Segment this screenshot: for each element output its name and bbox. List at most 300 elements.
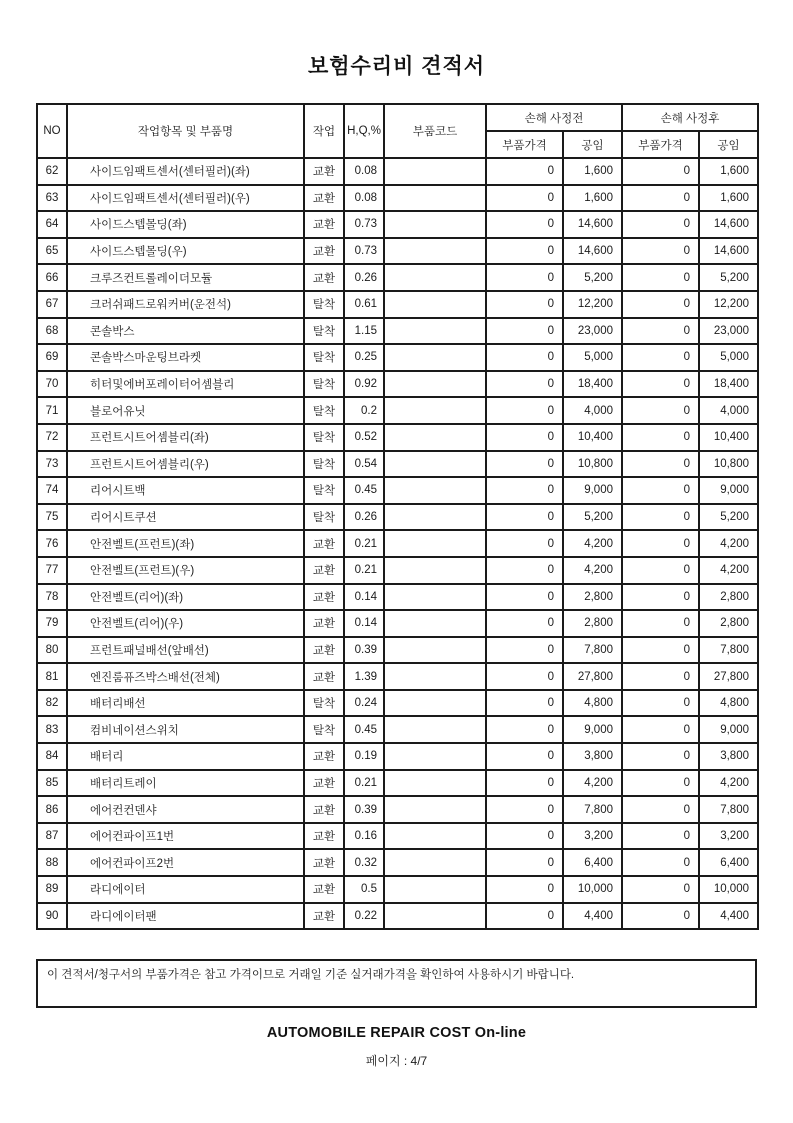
cell-before-part-price: 0 xyxy=(486,796,563,823)
cell-after-part-price: 0 xyxy=(622,557,699,584)
cell-part-code xyxy=(384,584,486,611)
cell-after-part-price: 0 xyxy=(622,211,699,238)
cell-hq-value: 0.21 xyxy=(344,530,384,557)
cell-work-type: 교환 xyxy=(304,557,344,584)
cell-part-code xyxy=(384,663,486,690)
header-part-code: 부품코드 xyxy=(384,104,486,158)
cell-part-code xyxy=(384,610,486,637)
cell-before-part-price: 0 xyxy=(486,397,563,424)
cell-no: 78 xyxy=(37,584,67,611)
cell-before-labor: 6,400 xyxy=(563,849,622,876)
cell-part-code xyxy=(384,530,486,557)
cell-part-code xyxy=(384,823,486,850)
cell-after-labor: 4,400 xyxy=(699,903,758,930)
cell-before-part-price: 0 xyxy=(486,344,563,371)
cell-part-code xyxy=(384,238,486,265)
cell-part-code xyxy=(384,504,486,531)
header-after-labor: 공임 xyxy=(699,131,758,158)
cell-work-type: 교환 xyxy=(304,530,344,557)
cell-after-part-price: 0 xyxy=(622,610,699,637)
cell-before-part-price: 0 xyxy=(486,663,563,690)
cell-work-type: 탈착 xyxy=(304,344,344,371)
cell-no: 87 xyxy=(37,823,67,850)
table-row xyxy=(37,637,758,664)
cell-after-labor: 14,600 xyxy=(699,211,758,238)
cell-before-part-price: 0 xyxy=(486,371,563,398)
cell-part-code xyxy=(384,291,486,318)
table-body xyxy=(37,158,758,929)
table-header xyxy=(37,104,758,158)
cell-hq-value: 0.2 xyxy=(344,397,384,424)
cell-work-type: 탈착 xyxy=(304,451,344,478)
cell-before-part-price: 0 xyxy=(486,584,563,611)
cell-part-code xyxy=(384,557,486,584)
cell-no: 66 xyxy=(37,264,67,291)
cell-before-labor: 4,800 xyxy=(563,690,622,717)
table-row xyxy=(37,796,758,823)
cell-work-type: 탈착 xyxy=(304,397,344,424)
table-row xyxy=(37,397,758,424)
cell-before-labor: 5,000 xyxy=(563,344,622,371)
cell-hq-value: 0.26 xyxy=(344,504,384,531)
cell-before-part-price: 0 xyxy=(486,185,563,212)
cell-after-labor: 10,000 xyxy=(699,876,758,903)
cell-after-labor: 9,000 xyxy=(699,477,758,504)
cell-after-labor: 1,600 xyxy=(699,185,758,212)
cell-after-labor: 4,200 xyxy=(699,557,758,584)
header-before-part-price: 부품가격 xyxy=(486,131,563,158)
cell-part-code xyxy=(384,876,486,903)
cell-before-labor: 5,200 xyxy=(563,504,622,531)
cell-no: 69 xyxy=(37,344,67,371)
cell-work-type: 교환 xyxy=(304,663,344,690)
cell-no: 75 xyxy=(37,504,67,531)
cell-after-labor: 5,200 xyxy=(699,264,758,291)
cell-part-name: 엔진룸퓨즈박스배선(전체) xyxy=(67,663,304,690)
cell-before-labor: 3,800 xyxy=(563,743,622,770)
cell-before-labor: 10,400 xyxy=(563,424,622,451)
cell-no: 80 xyxy=(37,637,67,664)
cell-after-part-price: 0 xyxy=(622,238,699,265)
cell-part-code xyxy=(384,344,486,371)
cell-no: 73 xyxy=(37,451,67,478)
cell-hq-value: 0.24 xyxy=(344,690,384,717)
cell-before-part-price: 0 xyxy=(486,238,563,265)
cell-hq-value: 0.08 xyxy=(344,185,384,212)
cell-before-labor: 14,600 xyxy=(563,238,622,265)
cell-before-part-price: 0 xyxy=(486,743,563,770)
cell-part-name: 콘솔박스마운팅브라켓 xyxy=(67,344,304,371)
cell-hq-value: 1.15 xyxy=(344,318,384,345)
cell-part-name: 배터리트레이 xyxy=(67,770,304,797)
cell-before-part-price: 0 xyxy=(486,318,563,345)
cell-after-part-price: 0 xyxy=(622,903,699,930)
table-row xyxy=(37,264,758,291)
cell-work-type: 교환 xyxy=(304,610,344,637)
notice-text: 이 견적서/청구서의 부품가격은 참고 가격이므로 거래일 기준 실거래가격을 확인하여 사용하시기 바랍니다. xyxy=(47,969,575,982)
cell-after-labor: 10,400 xyxy=(699,424,758,451)
cell-part-name: 프런트패널배선(앞배선) xyxy=(67,637,304,664)
cell-after-labor: 10,800 xyxy=(699,451,758,478)
cell-before-part-price: 0 xyxy=(486,291,563,318)
cell-after-labor: 23,000 xyxy=(699,318,758,345)
cell-before-labor: 4,200 xyxy=(563,557,622,584)
cell-part-code xyxy=(384,397,486,424)
cell-after-part-price: 0 xyxy=(622,291,699,318)
cell-work-type: 탈착 xyxy=(304,371,344,398)
cell-before-labor: 14,600 xyxy=(563,211,622,238)
cell-after-labor: 3,800 xyxy=(699,743,758,770)
cell-work-type: 교환 xyxy=(304,743,344,770)
cell-part-code xyxy=(384,796,486,823)
cell-work-type: 탈착 xyxy=(304,690,344,717)
cell-work-type: 교환 xyxy=(304,238,344,265)
cell-after-part-price: 0 xyxy=(622,823,699,850)
cell-before-part-price: 0 xyxy=(486,716,563,743)
cell-before-labor: 3,200 xyxy=(563,823,622,850)
cell-part-code xyxy=(384,743,486,770)
cell-work-type: 교환 xyxy=(304,584,344,611)
table-row xyxy=(37,876,758,903)
cell-before-part-price: 0 xyxy=(486,610,563,637)
table-row xyxy=(37,584,758,611)
cell-before-labor: 10,800 xyxy=(563,451,622,478)
cell-no: 74 xyxy=(37,477,67,504)
table-row xyxy=(37,185,758,212)
cell-work-type: 탈착 xyxy=(304,716,344,743)
cell-after-part-price: 0 xyxy=(622,530,699,557)
cell-part-name: 콘솔박스 xyxy=(67,318,304,345)
table-row xyxy=(37,477,758,504)
cell-after-labor: 2,800 xyxy=(699,610,758,637)
cell-before-part-price: 0 xyxy=(486,477,563,504)
cell-after-part-price: 0 xyxy=(622,504,699,531)
cell-no: 89 xyxy=(37,876,67,903)
cell-after-labor: 27,800 xyxy=(699,663,758,690)
cell-after-part-price: 0 xyxy=(622,264,699,291)
header-no: NO xyxy=(37,104,67,158)
cell-no: 65 xyxy=(37,238,67,265)
cell-part-code xyxy=(384,903,486,930)
cell-work-type: 교환 xyxy=(304,264,344,291)
cell-before-part-price: 0 xyxy=(486,903,563,930)
cell-after-part-price: 0 xyxy=(622,158,699,185)
cell-work-type: 탈착 xyxy=(304,318,344,345)
cell-hq-value: 0.52 xyxy=(344,424,384,451)
cell-before-labor: 4,400 xyxy=(563,903,622,930)
cell-work-type: 교환 xyxy=(304,770,344,797)
cell-hq-value: 0.14 xyxy=(344,584,384,611)
cell-part-name: 사이드임팩트센서(센터필러)(우) xyxy=(67,185,304,212)
cell-no: 81 xyxy=(37,663,67,690)
cell-hq-value: 0.14 xyxy=(344,610,384,637)
cell-part-name: 블로어유닛 xyxy=(67,397,304,424)
cell-no: 72 xyxy=(37,424,67,451)
cell-hq-value: 0.19 xyxy=(344,743,384,770)
cell-after-labor: 4,200 xyxy=(699,530,758,557)
cell-after-labor: 3,200 xyxy=(699,823,758,850)
cell-part-code xyxy=(384,424,486,451)
cell-after-labor: 2,800 xyxy=(699,584,758,611)
cell-before-part-price: 0 xyxy=(486,451,563,478)
cell-before-part-price: 0 xyxy=(486,823,563,850)
cell-no: 67 xyxy=(37,291,67,318)
cell-hq-value: 0.25 xyxy=(344,344,384,371)
cell-hq-value: 0.21 xyxy=(344,557,384,584)
cell-work-type: 탈착 xyxy=(304,504,344,531)
cell-before-labor: 5,200 xyxy=(563,264,622,291)
cell-after-part-price: 0 xyxy=(622,770,699,797)
cell-part-name: 에어컨파이프1번 xyxy=(67,823,304,850)
cell-hq-value: 0.22 xyxy=(344,903,384,930)
cell-after-part-price: 0 xyxy=(622,185,699,212)
cell-no: 71 xyxy=(37,397,67,424)
cell-after-part-price: 0 xyxy=(622,318,699,345)
cell-part-name: 배터리배선 xyxy=(67,690,304,717)
cell-no: 85 xyxy=(37,770,67,797)
cell-before-labor: 7,800 xyxy=(563,637,622,664)
cell-no: 90 xyxy=(37,903,67,930)
cell-part-name: 안전벨트(리어)(우) xyxy=(67,610,304,637)
cell-no: 70 xyxy=(37,371,67,398)
cell-before-part-price: 0 xyxy=(486,264,563,291)
cell-after-part-price: 0 xyxy=(622,424,699,451)
cell-no: 76 xyxy=(37,530,67,557)
table-row xyxy=(37,557,758,584)
cell-part-name: 컴비네이션스위치 xyxy=(67,716,304,743)
cell-after-labor: 4,800 xyxy=(699,690,758,717)
cell-part-name: 안전벨트(프런트)(좌) xyxy=(67,530,304,557)
cell-after-part-price: 0 xyxy=(622,716,699,743)
cell-part-name: 라디에이터 xyxy=(67,876,304,903)
table-row xyxy=(37,211,758,238)
cell-before-labor: 4,200 xyxy=(563,530,622,557)
cell-no: 63 xyxy=(37,185,67,212)
cell-after-labor: 5,200 xyxy=(699,504,758,531)
cell-part-code xyxy=(384,770,486,797)
cell-before-part-price: 0 xyxy=(486,876,563,903)
header-hq: H,Q,% xyxy=(344,104,384,158)
table-row xyxy=(37,690,758,717)
cell-after-part-price: 0 xyxy=(622,637,699,664)
cell-before-part-price: 0 xyxy=(486,211,563,238)
table-row xyxy=(37,530,758,557)
cell-before-part-price: 0 xyxy=(486,424,563,451)
cell-hq-value: 0.08 xyxy=(344,158,384,185)
cell-part-name: 크루즈컨트롤레이더모듈 xyxy=(67,264,304,291)
cell-work-type: 교환 xyxy=(304,903,344,930)
cell-no: 79 xyxy=(37,610,67,637)
cell-hq-value: 0.26 xyxy=(344,264,384,291)
cell-part-name: 사이드스텝몰딩(좌) xyxy=(67,211,304,238)
cell-hq-value: 0.73 xyxy=(344,238,384,265)
header-work: 작업 xyxy=(304,104,344,158)
cell-part-name: 리어시트백 xyxy=(67,477,304,504)
page-title: 보험수리비 견적서 xyxy=(307,55,486,78)
cell-before-labor: 2,800 xyxy=(563,584,622,611)
notice-box xyxy=(36,959,757,1008)
cell-part-name: 사이드스텝몰딩(우) xyxy=(67,238,304,265)
cell-work-type: 탈착 xyxy=(304,424,344,451)
cell-hq-value: 0.32 xyxy=(344,849,384,876)
cell-work-type: 탈착 xyxy=(304,477,344,504)
cell-part-code xyxy=(384,637,486,664)
cell-after-labor: 7,800 xyxy=(699,796,758,823)
cell-part-code xyxy=(384,211,486,238)
cell-hq-value: 0.54 xyxy=(344,451,384,478)
cell-before-part-price: 0 xyxy=(486,637,563,664)
cell-part-name: 안전벨트(리어)(좌) xyxy=(67,584,304,611)
repair-estimate-table xyxy=(36,103,759,930)
cell-part-code xyxy=(384,451,486,478)
cell-before-part-price: 0 xyxy=(486,849,563,876)
table-row xyxy=(37,743,758,770)
table-row xyxy=(37,451,758,478)
cell-no: 83 xyxy=(37,716,67,743)
cell-no: 62 xyxy=(37,158,67,185)
cell-before-labor: 18,400 xyxy=(563,371,622,398)
cell-part-name: 에어컨컨덴샤 xyxy=(67,796,304,823)
cell-part-name: 사이드임팩트센서(센터필러)(좌) xyxy=(67,158,304,185)
cell-work-type: 교환 xyxy=(304,637,344,664)
cell-after-part-price: 0 xyxy=(622,743,699,770)
cell-no: 84 xyxy=(37,743,67,770)
cell-after-labor: 12,200 xyxy=(699,291,758,318)
cell-before-part-price: 0 xyxy=(486,770,563,797)
footer-brand: AUTOMOBILE REPAIR COST On-line xyxy=(266,1025,527,1042)
table-row xyxy=(37,823,758,850)
table-row xyxy=(37,903,758,930)
cell-after-part-price: 0 xyxy=(622,796,699,823)
cell-work-type: 교환 xyxy=(304,158,344,185)
cell-before-part-price: 0 xyxy=(486,690,563,717)
cell-after-labor: 9,000 xyxy=(699,716,758,743)
cell-hq-value: 0.45 xyxy=(344,477,384,504)
cell-before-labor: 27,800 xyxy=(563,663,622,690)
cell-part-code xyxy=(384,158,486,185)
table-row xyxy=(37,291,758,318)
cell-part-name: 라디에이터팬 xyxy=(67,903,304,930)
cell-part-code xyxy=(384,185,486,212)
cell-work-type: 교환 xyxy=(304,211,344,238)
header-after-part-price: 부품가격 xyxy=(622,131,699,158)
cell-part-code xyxy=(384,318,486,345)
table-row xyxy=(37,716,758,743)
header-before-labor: 공임 xyxy=(563,131,622,158)
cell-no: 86 xyxy=(37,796,67,823)
cell-after-labor: 18,400 xyxy=(699,371,758,398)
table-row xyxy=(37,318,758,345)
cell-part-code xyxy=(384,690,486,717)
cell-work-type: 탈착 xyxy=(304,291,344,318)
cell-after-part-price: 0 xyxy=(622,663,699,690)
cell-before-labor: 4,000 xyxy=(563,397,622,424)
cell-work-type: 교환 xyxy=(304,849,344,876)
table-row xyxy=(37,158,758,185)
cell-hq-value: 0.45 xyxy=(344,716,384,743)
cell-before-labor: 9,000 xyxy=(563,477,622,504)
cell-before-part-price: 0 xyxy=(486,557,563,584)
cell-hq-value: 0.61 xyxy=(344,291,384,318)
cell-no: 68 xyxy=(37,318,67,345)
cell-work-type: 교환 xyxy=(304,823,344,850)
header-item-name: 작업항목 및 부품명 xyxy=(67,104,304,158)
table-row xyxy=(37,849,758,876)
cell-part-name: 에어컨파이프2번 xyxy=(67,849,304,876)
cell-no: 77 xyxy=(37,557,67,584)
cell-hq-value: 0.5 xyxy=(344,876,384,903)
cell-part-name: 크러쉬패드로워커버(운전석) xyxy=(67,291,304,318)
cell-part-name: 배터리 xyxy=(67,743,304,770)
cell-part-name: 프런트시트어셈블리(우) xyxy=(67,451,304,478)
cell-before-labor: 1,600 xyxy=(563,185,622,212)
cell-work-type: 교환 xyxy=(304,796,344,823)
cell-after-labor: 7,800 xyxy=(699,637,758,664)
cell-after-part-price: 0 xyxy=(622,876,699,903)
cell-before-labor: 23,000 xyxy=(563,318,622,345)
cell-part-name: 안전벨트(프런트)(우) xyxy=(67,557,304,584)
table-row xyxy=(37,610,758,637)
cell-part-name: 히터및에버포레이터어셈블리 xyxy=(67,371,304,398)
cell-before-labor: 10,000 xyxy=(563,876,622,903)
cell-after-part-price: 0 xyxy=(622,344,699,371)
cell-hq-value: 0.73 xyxy=(344,211,384,238)
cell-after-labor: 4,000 xyxy=(699,397,758,424)
cell-hq-value: 0.21 xyxy=(344,770,384,797)
cell-work-type: 교환 xyxy=(304,185,344,212)
cell-after-part-price: 0 xyxy=(622,690,699,717)
cell-before-part-price: 0 xyxy=(486,504,563,531)
cell-after-labor: 1,600 xyxy=(699,158,758,185)
table-row xyxy=(37,770,758,797)
cell-hq-value: 0.39 xyxy=(344,637,384,664)
cell-before-part-price: 0 xyxy=(486,530,563,557)
cell-hq-value: 0.92 xyxy=(344,371,384,398)
table-row xyxy=(37,424,758,451)
header-before-assessment: 손해 사정전 xyxy=(486,104,622,131)
cell-before-labor: 4,200 xyxy=(563,770,622,797)
table-row xyxy=(37,663,758,690)
cell-before-labor: 2,800 xyxy=(563,610,622,637)
table-row xyxy=(37,238,758,265)
cell-work-type: 교환 xyxy=(304,876,344,903)
cell-before-labor: 7,800 xyxy=(563,796,622,823)
header-after-assessment: 손해 사정후 xyxy=(622,104,758,131)
cell-part-name: 리어시트쿠션 xyxy=(67,504,304,531)
table-row xyxy=(37,504,758,531)
cell-after-part-price: 0 xyxy=(622,849,699,876)
cell-hq-value: 0.39 xyxy=(344,796,384,823)
cell-no: 64 xyxy=(37,211,67,238)
cell-after-labor: 5,000 xyxy=(699,344,758,371)
cell-part-code xyxy=(384,477,486,504)
cell-after-labor: 6,400 xyxy=(699,849,758,876)
cell-part-code xyxy=(384,264,486,291)
cell-no: 88 xyxy=(37,849,67,876)
cell-after-part-price: 0 xyxy=(622,477,699,504)
cell-hq-value: 0.16 xyxy=(344,823,384,850)
table-row xyxy=(37,371,758,398)
cell-after-part-price: 0 xyxy=(622,451,699,478)
cell-part-code xyxy=(384,716,486,743)
cell-no: 82 xyxy=(37,690,67,717)
cell-part-code xyxy=(384,849,486,876)
page-indicator: 페이지 : 4/7 xyxy=(365,1054,428,1069)
cell-after-part-price: 0 xyxy=(622,397,699,424)
cell-part-code xyxy=(384,371,486,398)
cell-before-labor: 12,200 xyxy=(563,291,622,318)
cell-after-labor: 14,600 xyxy=(699,238,758,265)
